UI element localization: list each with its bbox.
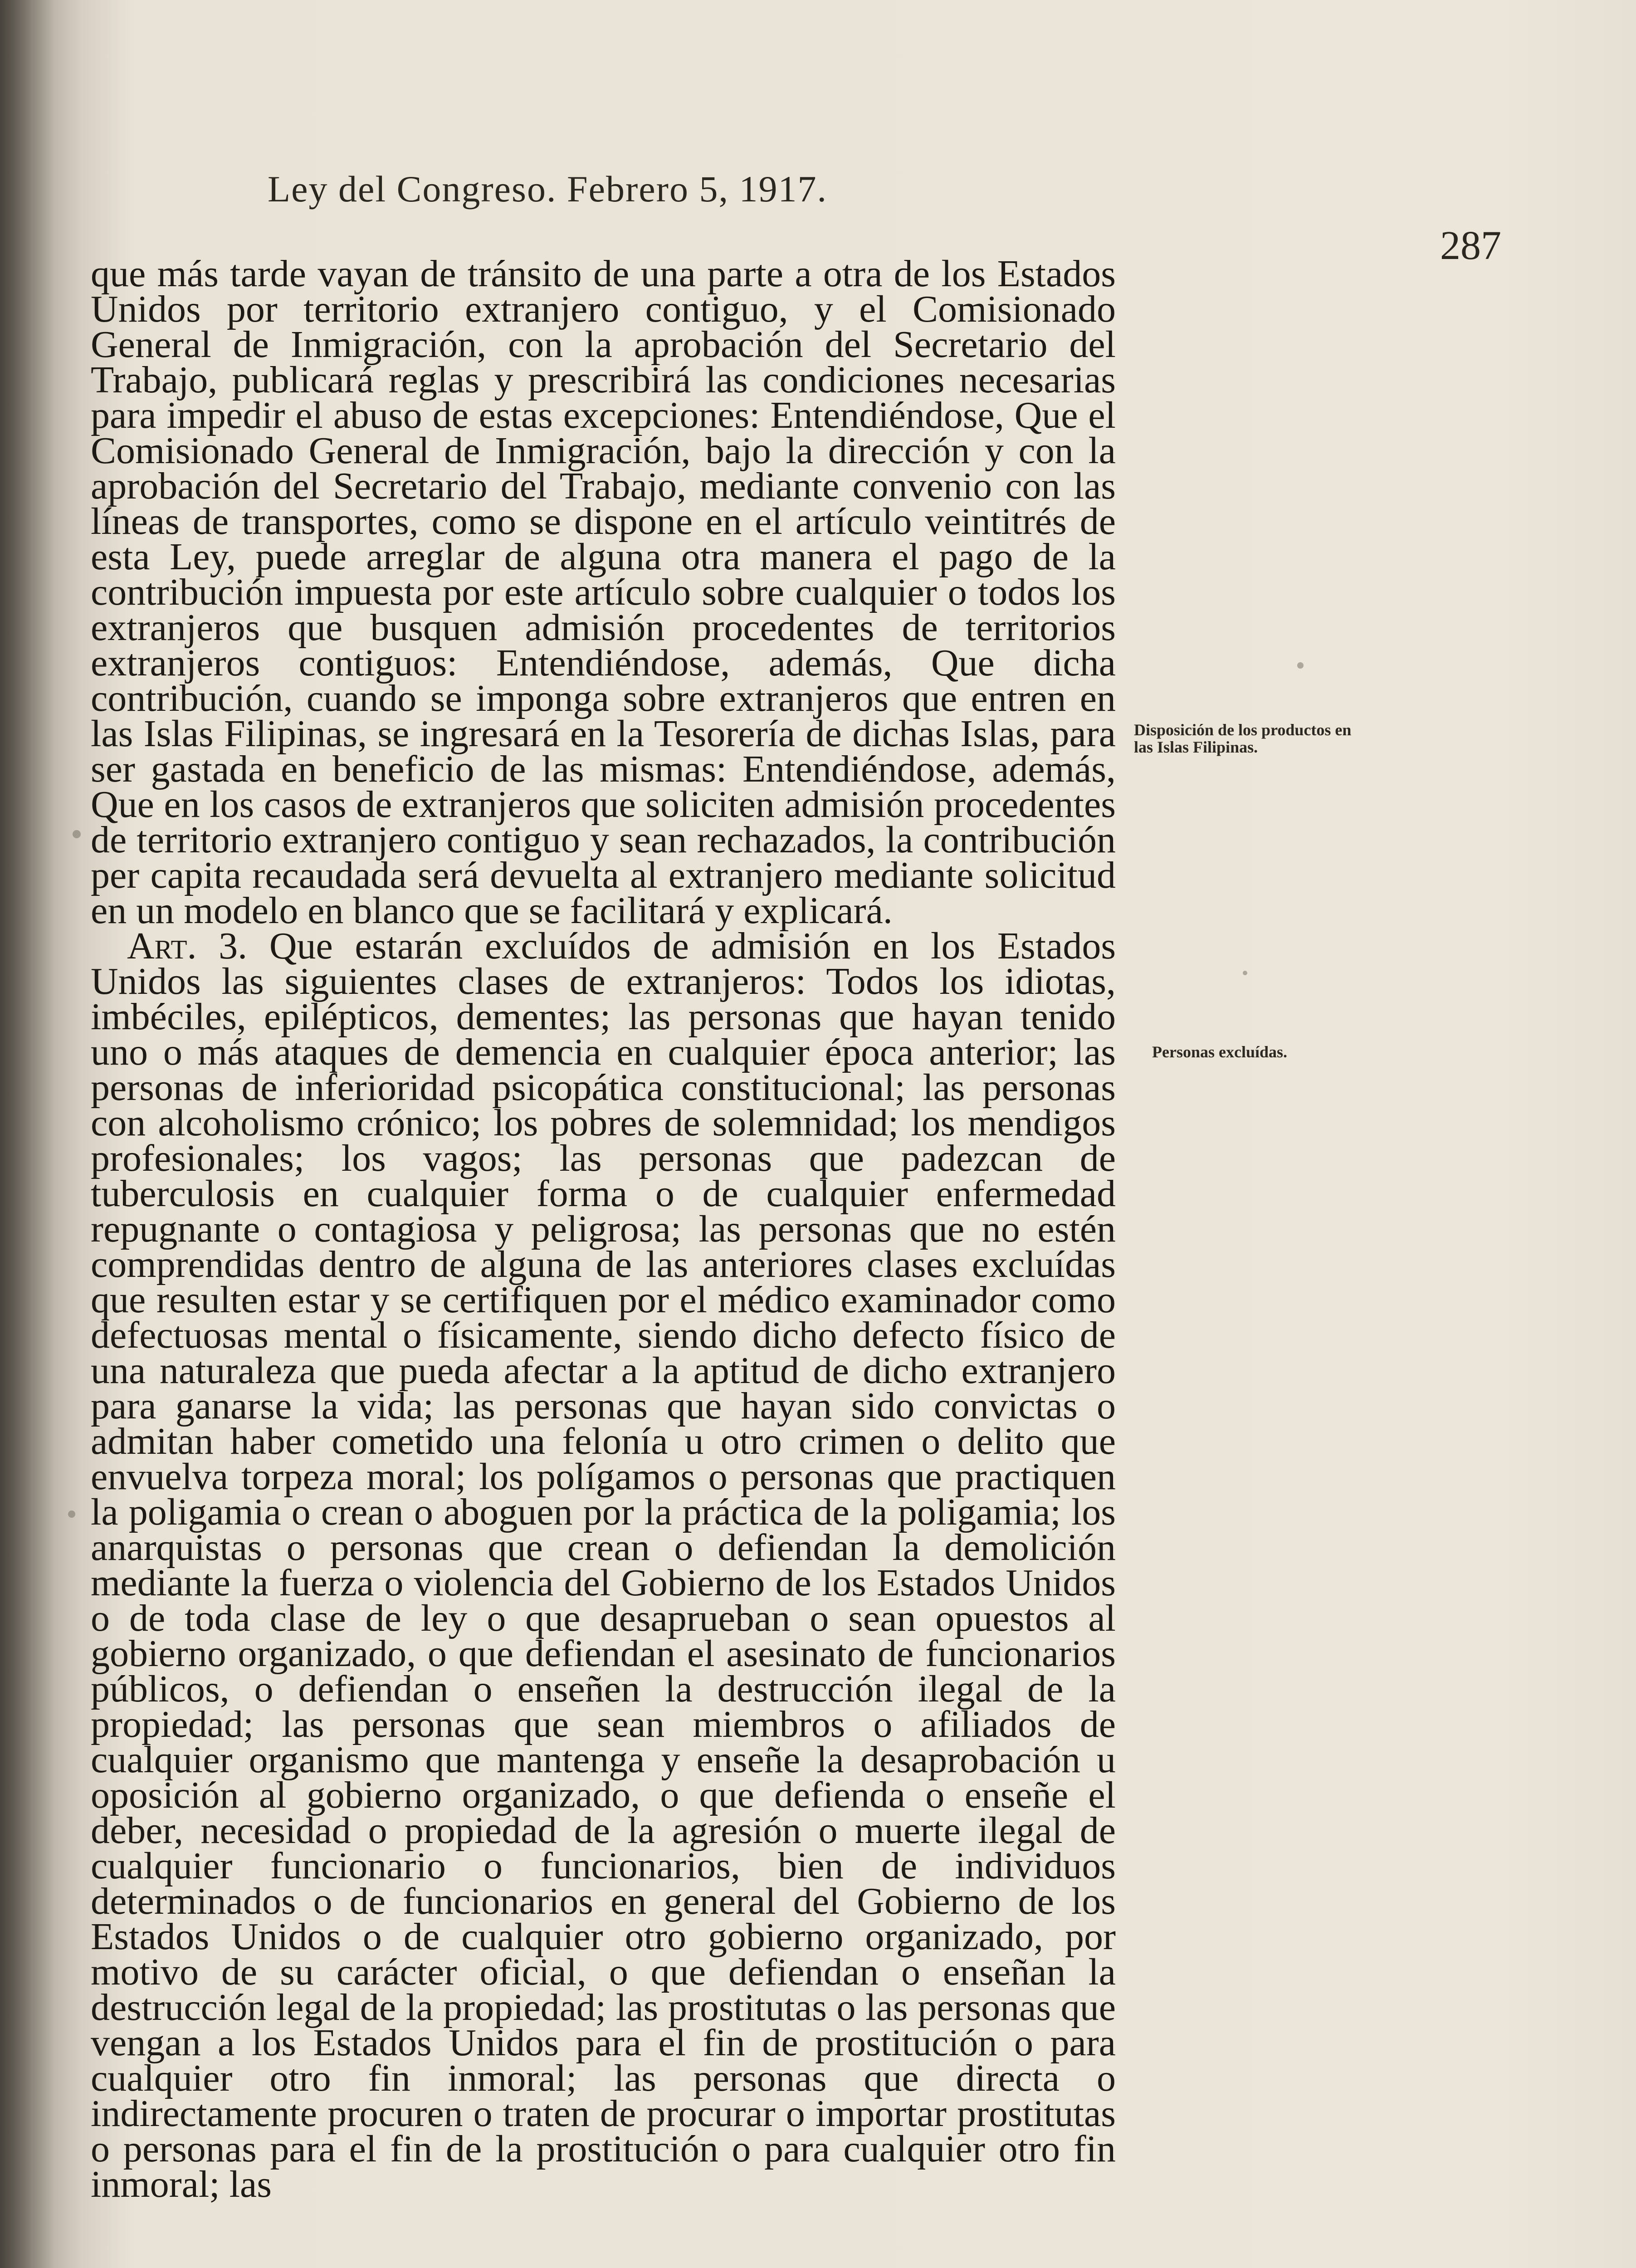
sidenote-excluded-persons: Personas excluídas. bbox=[1152, 1043, 1288, 1061]
scan-speck bbox=[1297, 662, 1304, 669]
sidenote-philippine-proceeds: Disposición de los productos en las Islas Filipinas. bbox=[1134, 721, 1352, 756]
scan-speck bbox=[1243, 971, 1247, 975]
paragraph-2-text: Que estarán excluídos de admisión en los Estados Unidos las siguientes clases de extranjeros: Todos los idiotas, imbéciles, epilépticos, dementes; las personas que hayan tenido uno o más ataques de demencia en cualquier época anterior; las personas de inferioridad psicopática constitucional; las personas con alcoholismo crónico; los pobres de solemnidad; los mendigos profesionales; los vagos; las personas que padezcan de tuberculosis en cualquier forma o de cualquier enfermedad repugnante o contagiosa y peligrosa; las personas que no estén comprendidas dentro de alguna de las anteriores clases excluídas que resulten estar y se certifiquen por el médico examinador como defectuosas mental o físicamente, siendo dicho defecto físico de una naturaleza que pueda afectar a la aptitud de dicho extranjero para ganarse la vida; las personas que hayan sido convictas o admitan haber cometido una felonía u otro crimen o delito que envuelva torpeza moral; los polígamos o personas que practiquen la poligamia o crean o aboguen por la práctica de la poligamia; los anarquistas o personas que crean o defiendan la demolición mediante la fuerza o violencia del Gobierno de los Estados Unidos o de toda clase de ley o que desaprueban o sean opuestos al gobierno organizado, o que defiendan el asesinato de funcionarios públicos, o defiendan o enseñen la destrucción ilegal de la propiedad; las personas que sean miembros o afiliados de cualquier organismo que mantenga y enseñe la desaprobación u oposición al gobierno organizado, o que defienda o enseñe el deber, necesidad o propiedad de la agresión o muerte ilegal de cualquier funcionario o funcionarios, bien de individuos determinados o de funcionarios en general del Gobierno de los Estados Unidos o de cualquier otro gobierno organizado, por motivo de su carácter oficial, o que defiendan o enseñan la destrucción legal de la propiedad; las prostitutas o las personas que vengan a los Estados Unidos para el fin de prostitución o para cualquier otro fin inmoral; las personas que directa o indirectamente procuren o traten de procurar o importar prostitutas o personas para el fin de la prostitución o para cualquier otro fin inmoral; las bbox=[91, 925, 1116, 2205]
page-number: 287 bbox=[1440, 223, 1501, 268]
paragraph-1: que más tarde vayan de tránsito de una parte a otra de los Estados Unidos por territorio extranjero contiguo, y el Comisionado General de Inmigración, con la aprobación del Secretario del Trabajo, publicará reglas y prescribirá las condiciones necesarias para impedir el abuso de estas excepciones: Entendiéndose, Que el Comisionado General de Inmigración, bajo la dirección y con la aprobación del Secretario del Trabajo, mediante convenio con las líneas de transportes, como se dispone en el artículo veintitrés de esta Ley, puede arreglar de alguna otra manera el pago de la contribución impuesta por este artículo sobre cualquier o todos los extranjeros que busquen admisión procedentes de territorios extranjeros contiguos: Entendiéndose, además, Que dicha contribución, cuando se imponga sobre extranjeros que entren en las Islas Filipinas, se ingresará en la Tesorería de dichas Islas, para ser gastada en beneficio de las mismas: Entendiéndose, además, Que en los casos de extranjeros que soliciten admisión procedentes de territorio extranjero contiguo y sean rechazados, la contribución per capita recaudada será devuelta al extranjero mediante solicitud en un modelo en blanco que se facilitará y explicará. bbox=[91, 253, 1116, 932]
running-head: Ley del Congreso. Febrero 5, 1917. bbox=[268, 168, 827, 210]
scan-speck bbox=[68, 1510, 75, 1518]
scan-speck bbox=[73, 830, 81, 838]
article-label: Art. 3. bbox=[127, 925, 248, 967]
paragraph-2 bbox=[91, 925, 1116, 2205]
body-text bbox=[91, 253, 1116, 2205]
binding-shadow bbox=[0, 0, 54, 2268]
